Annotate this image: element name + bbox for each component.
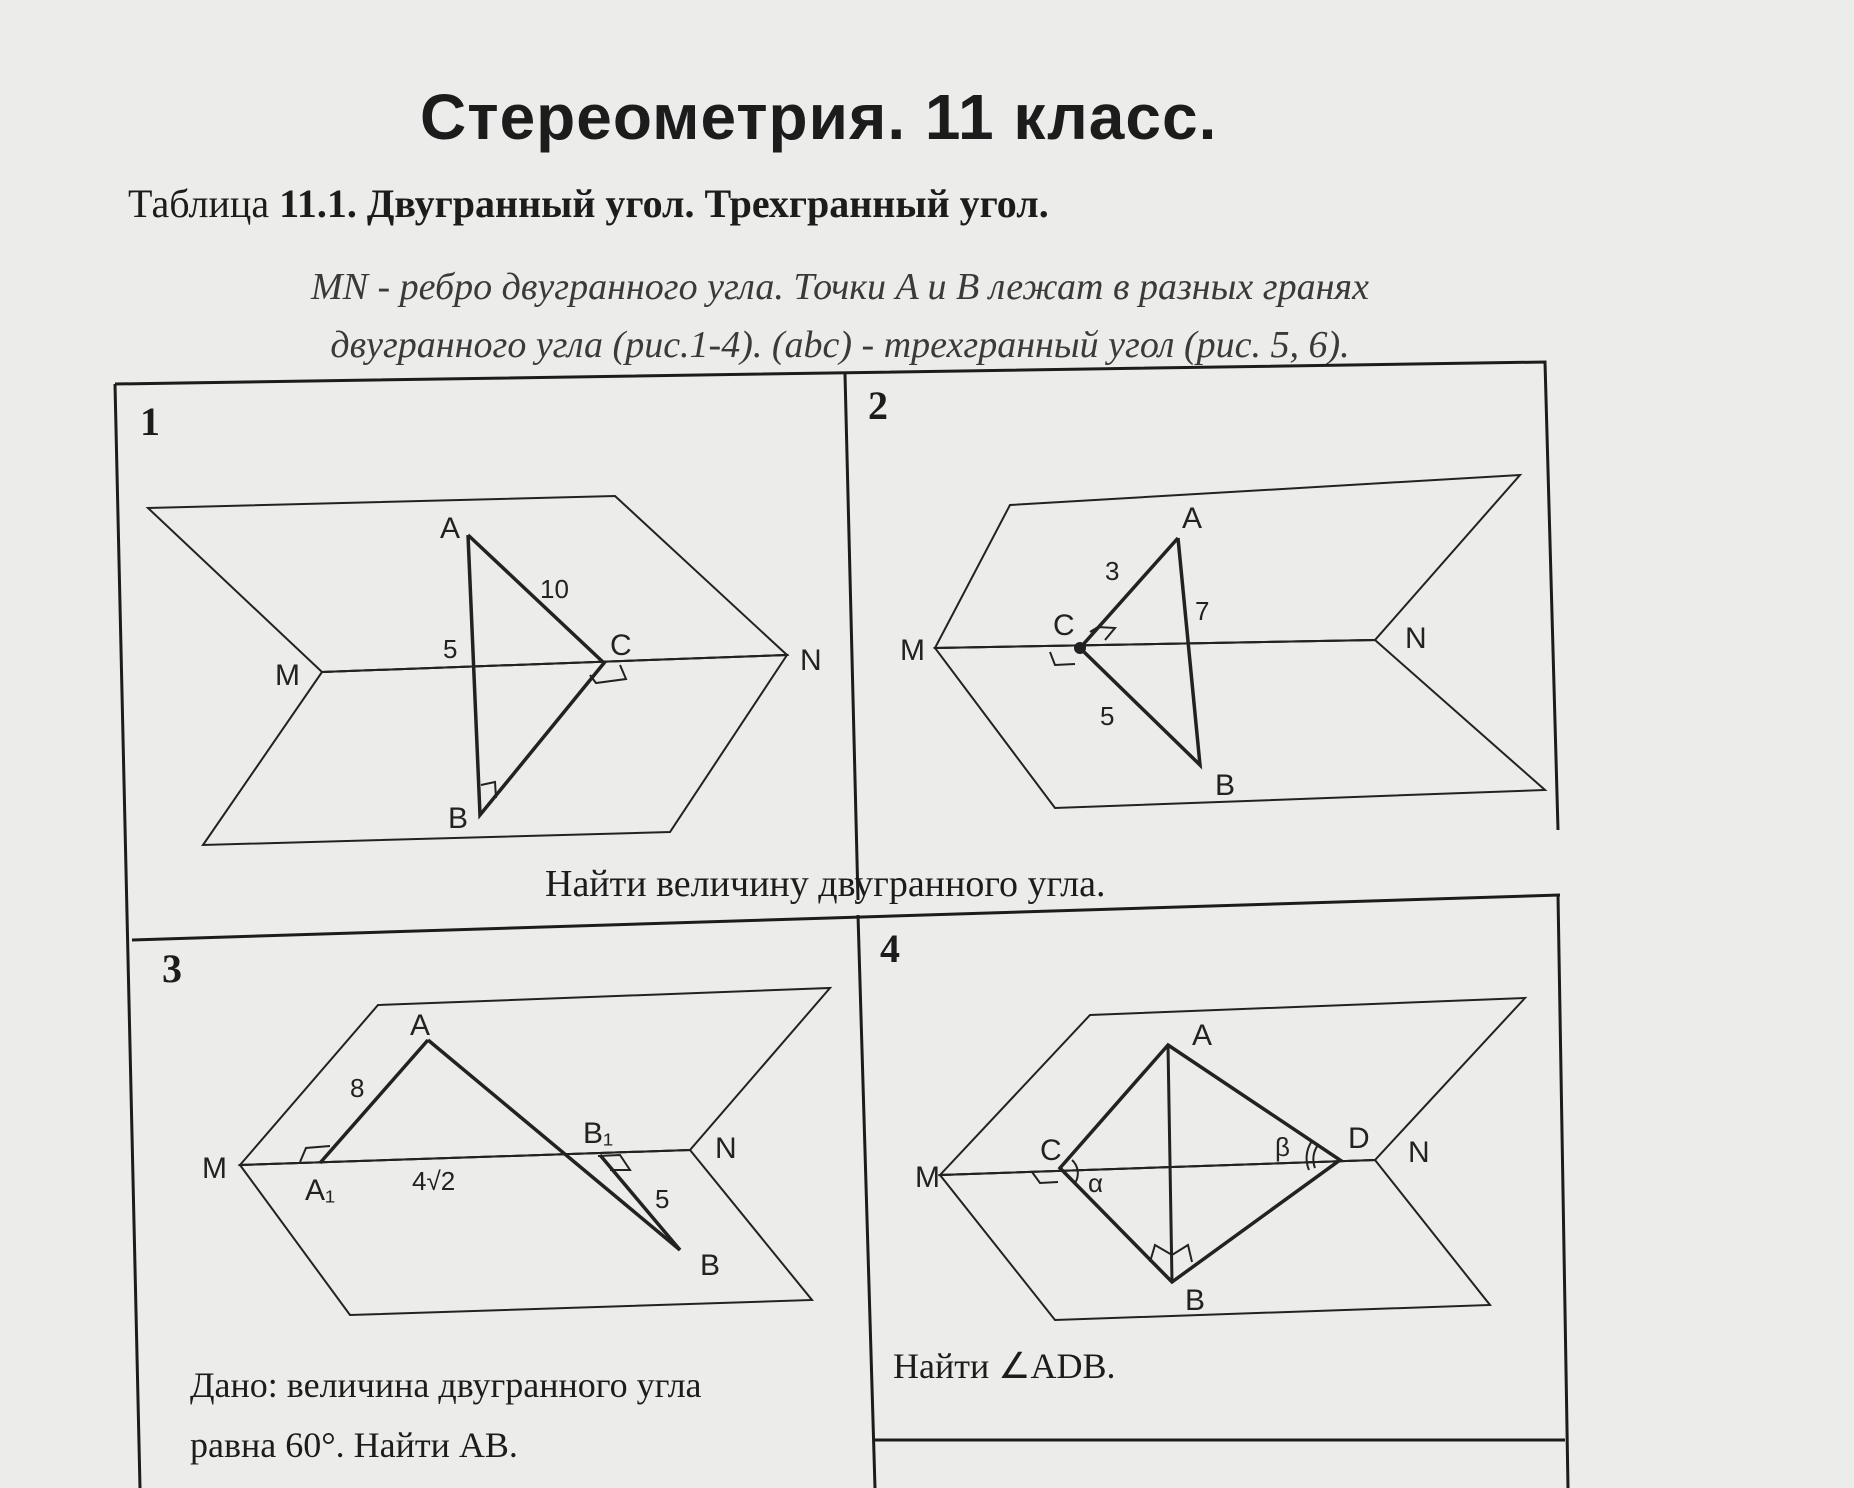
fig3-label-b: B: [700, 1249, 721, 1282]
fig4-angle-alpha: α: [1088, 1168, 1104, 1198]
fig3-length-a1b1: 4√2: [412, 1166, 456, 1196]
fig4-label-d: D: [1348, 1122, 1370, 1155]
table-left-border: [115, 384, 140, 1488]
panel-number-1: 1: [140, 399, 160, 444]
fig4-edge-mn: [940, 1160, 1375, 1175]
figure-2: [935, 475, 1545, 808]
fig4-right-angle-c: [1032, 1172, 1058, 1183]
fig1-label-n: N: [800, 644, 822, 677]
fig1-length-ab: 5: [443, 634, 458, 664]
fig2-label-c: C: [1053, 609, 1075, 642]
panel4-caption: Найти ∠ADB.: [893, 1346, 1116, 1386]
fig2-label-m: M: [900, 634, 925, 667]
panel-number-4: 4: [880, 926, 900, 971]
fig1-length-ac: 10: [540, 574, 569, 604]
fig3-label-b1: B₁: [583, 1117, 614, 1150]
fig1-edge-mn: [322, 655, 787, 672]
fig2-label-b: B: [1215, 769, 1236, 802]
page-title: Стереометрия. 11 класс.: [420, 81, 1218, 153]
fig3-length-aa1: 8: [350, 1073, 365, 1103]
intro-line-1: MN - ребро двугранного угла. Точки A и B лежат в разных гранях: [311, 266, 1369, 308]
fig2-triangle: [1080, 538, 1200, 765]
fig4-angle-beta-arc: [1313, 1145, 1318, 1168]
fig2-label-n: N: [1405, 622, 1427, 655]
fig4-label-n: N: [1408, 1136, 1430, 1169]
panel3-caption-line1: Дано: величина двугранного угла: [190, 1365, 702, 1405]
fig3-label-a: A: [410, 1009, 431, 1042]
fig3-upper-plane: [240, 988, 830, 1165]
figure-1: [148, 496, 787, 845]
fig2-lower-plane: [935, 640, 1545, 808]
figure-3: [240, 988, 830, 1315]
table-mid-top: [845, 374, 858, 900]
fig3-label-a1: A₁: [305, 1174, 336, 1207]
fig2-label-a: A: [1182, 502, 1203, 535]
subtitle-bold: 11.1. Двугранный угол. Трехгранный угол.: [279, 181, 1049, 226]
intro-line-2: двугранного угла (рис.1-4). (abc) - трехгранный угол (рис. 5, 6).: [330, 324, 1350, 366]
table-right-border: [1558, 895, 1568, 1488]
fig2-point-c: [1075, 643, 1085, 653]
fig3-right-angle-a1: [300, 1146, 330, 1162]
fig4-label-a: A: [1192, 1019, 1213, 1052]
fig2-length-ab: 7: [1195, 596, 1210, 626]
fig1-label-a: A: [440, 512, 461, 545]
fig3-length-b1b: 5: [655, 1184, 670, 1214]
panel3-caption-line2: равна 60°. Найти AB.: [190, 1425, 518, 1465]
fig3-label-m: M: [202, 1152, 227, 1185]
panel-number-3: 3: [162, 946, 182, 991]
fig4-angle-beta: β: [1275, 1132, 1290, 1162]
panel-number-2: 2: [868, 383, 888, 428]
fig2-upper-plane: [935, 475, 1520, 648]
fig2-length-cb: 5: [1100, 701, 1115, 731]
task-caption: Найти величину двугранного угла.: [545, 863, 1106, 905]
table-mid-bottom: [858, 915, 875, 1488]
fig1-label-b: B: [448, 802, 469, 835]
fig1-upper-plane: [148, 496, 787, 672]
fig1-label-c: C: [610, 629, 632, 662]
figure-4: [940, 998, 1525, 1320]
fig4-segment-ab: [1168, 1045, 1172, 1282]
subtitle-prefix: Таблица: [128, 181, 280, 226]
fig3-segment-ab: [428, 1040, 680, 1250]
fig4-angle-beta-arc-2: [1307, 1141, 1312, 1170]
fig3-label-n: N: [715, 1132, 737, 1165]
fig4-label-c: C: [1040, 1134, 1062, 1167]
fig4-label-b: B: [1185, 1284, 1206, 1317]
fig1-triangle: [468, 535, 604, 815]
fig4-label-m: M: [915, 1161, 940, 1194]
fig2-right-angle-bottom: [1050, 652, 1075, 665]
panel3-caption: [190, 1355, 830, 1475]
fig3-segment-aa1: [320, 1040, 428, 1163]
fig2-length-ac: 3: [1105, 556, 1120, 586]
table-border: [115, 362, 1558, 830]
fig4-lower-plane: [940, 1160, 1490, 1320]
fig2-edge-mn: [935, 640, 1375, 648]
fig1-label-m: M: [275, 659, 300, 692]
